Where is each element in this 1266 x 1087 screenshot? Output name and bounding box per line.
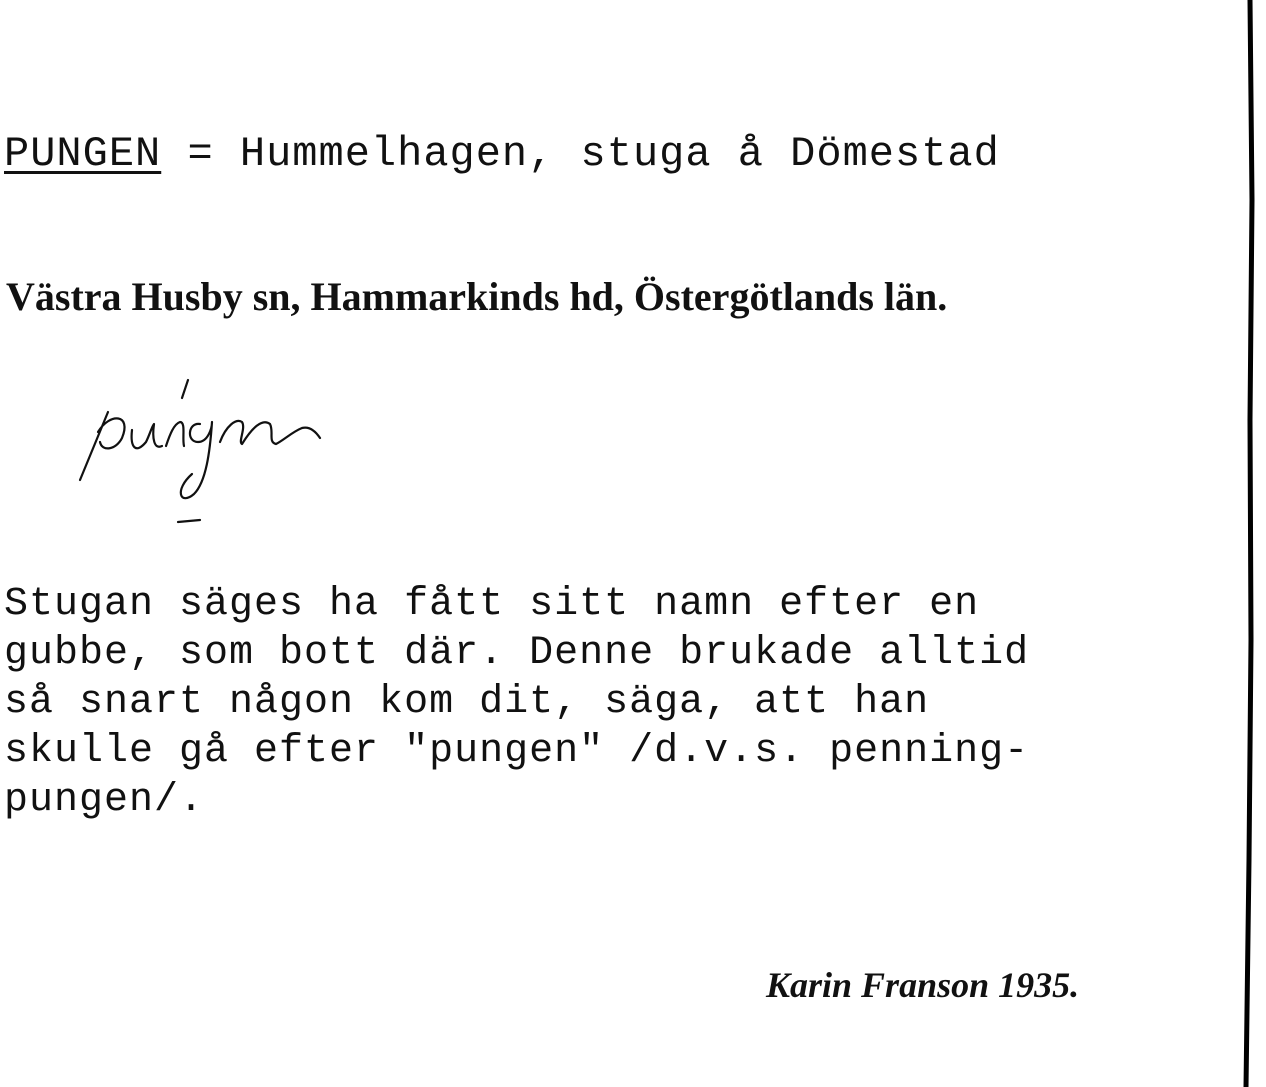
body-line: skulle gå efter "pungen" /d.v.s. penning-: [4, 729, 1030, 774]
card-body-text: [4, 580, 1236, 825]
headword-line: [4, 128, 1000, 180]
definition: Hummelhagen, stuga å Dömestad: [239, 130, 1000, 178]
signature: Karin Franson 1935.: [766, 965, 1080, 1005]
handwritten-pronunciation: [70, 372, 330, 532]
card-edge-border: [1238, 0, 1260, 1087]
location-line: Västra Husby sn, Hammarkinds hd, Östergötlands län.: [6, 274, 948, 319]
body-line: Stugan säges ha fått sitt namn efter en: [4, 582, 980, 627]
equals-sign: =: [187, 130, 214, 178]
body-line: gubbe, som bott där. Denne brukade alltid: [4, 631, 1030, 676]
body-line: så snart någon kom dit, säga, att han: [4, 680, 930, 725]
headword: PUNGEN: [4, 130, 162, 178]
body-line: pungen/.: [4, 778, 205, 823]
